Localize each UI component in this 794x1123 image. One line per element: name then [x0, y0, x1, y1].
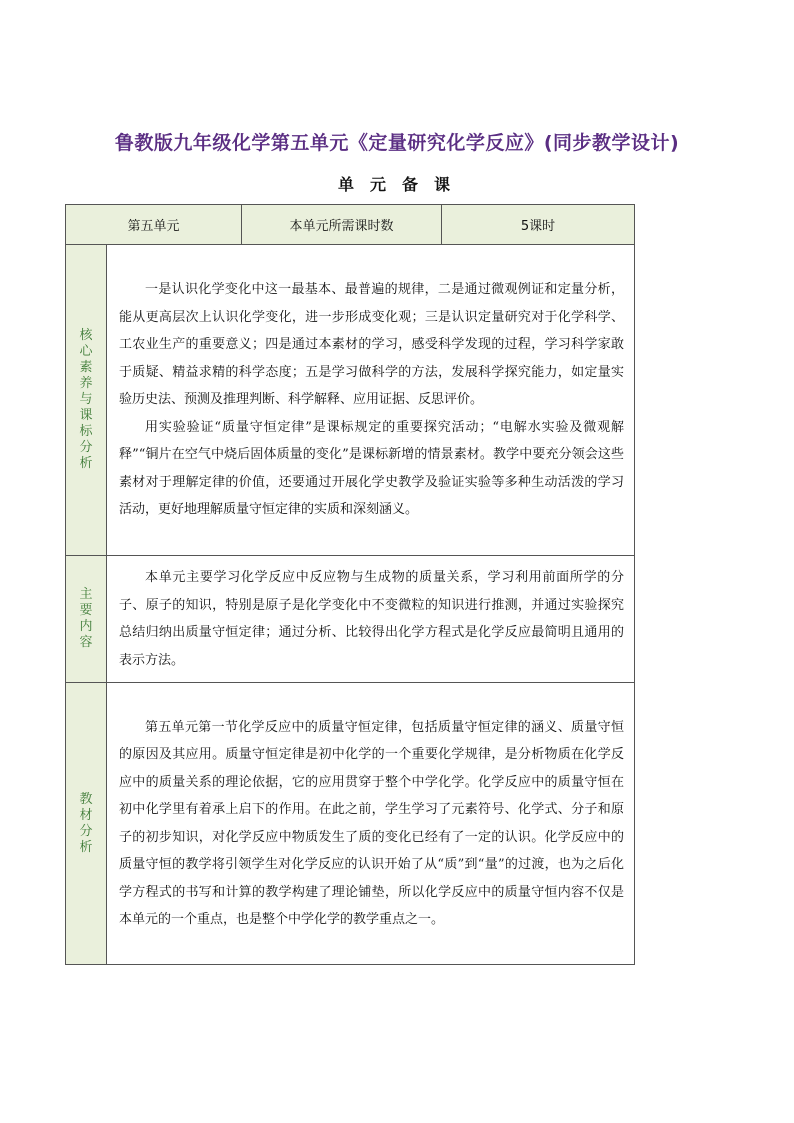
- row-label-cell: [66, 683, 107, 965]
- table-row: [66, 245, 635, 556]
- row-label-textbook-analysis: 教材分析: [79, 791, 93, 855]
- paragraph: 一是认识化学变化中这一最基本、最普遍的规律，二是通过微观例证和定量分析，能从更高层次上认识化学变化，进一步形成变化观；三是认识定量研究对于化学科学、工农业生产的重要意义；四是通过本素材的学习，感受科学发现的过程，学习科学家敢于质疑、精益求精的科学态度；五是学习做科学的方法，发展科学探究能力，如定量实验历史法、预测及推理判断、科学解释、应用证据、反思评价。: [119, 282, 625, 408]
- row-content-cell: [107, 683, 635, 965]
- row-label-cell: [66, 245, 107, 556]
- paragraph: 本单元主要学习化学反应中反应物与生成物的质量关系，学习利用前面所学的分子、原子的知识，特别是原子是化学变化中不变微粒的知识进行推测，并通过实验探究总结归纳出质量守恒定律；通过分析、比较得出化学方程式是化学反应最简明且通用的表示方法。: [119, 570, 625, 668]
- unit-name-cell: 第五单元: [66, 205, 242, 245]
- row-label-core-literacy: 核心素养与课标分析: [79, 328, 93, 471]
- table-row: [66, 683, 635, 965]
- hours-label-cell: 本单元所需课时数: [242, 205, 442, 245]
- hours-value-cell: 5课时: [442, 205, 635, 245]
- table-row: [66, 556, 635, 683]
- row-label-cell: [66, 556, 107, 683]
- section-subtitle: 单元备课: [337, 175, 466, 194]
- table-header-row: [66, 205, 635, 245]
- paragraph: 用实验验证“质量守恒定律”是课标规定的重要探究活动；“电解水实验及微观解释”“铜片在空气中烧后固体质量的变化”是课标新增的情景素材。教学中要充分领会这些素材对于理解定律的价值，还要通过开展化学史教学及验证实验等多种生动活泼的学习活动，更好地理解质量守恒定律的实质和深刻涵义。: [119, 419, 625, 518]
- row-label-main-content: 主要内容: [79, 587, 93, 650]
- paragraph: 第五单元第一节化学反应中的质量守恒定律，包括质量守恒定律的涵义、质量守恒的原因及其应用。质量守恒定律是初中化学的一个重要化学规律，是分析物质在化学反应中的质量关系的理论依据，它的应用贯穿于整个中学化学。化学反应中的质量守恒在初中化学里有着承上启下的作用。在此之前，学生学习了元素符号、化学式、分子和原子的初步知识，对化学反应中物质发生了质的变化已经有了一定的认识。化学反应中的质量守恒的教学将引领学生对化学反应的认识开始了从“质”到“量”的过渡，也为之后化学方程式的书写和计算的教学构建了理论铺垫，所以化学反应中的质量守恒内容不仅是本单元的一个重点，也是整个中学化学的教学重点之一。: [119, 719, 625, 927]
- document-title: 鲁教版九年级化学第五单元《定量研究化学反应》(同步教学设计): [114, 132, 680, 154]
- row-content-cell: [107, 245, 635, 556]
- row-content-cell: [107, 556, 635, 683]
- unit-planning-table: [65, 204, 635, 965]
